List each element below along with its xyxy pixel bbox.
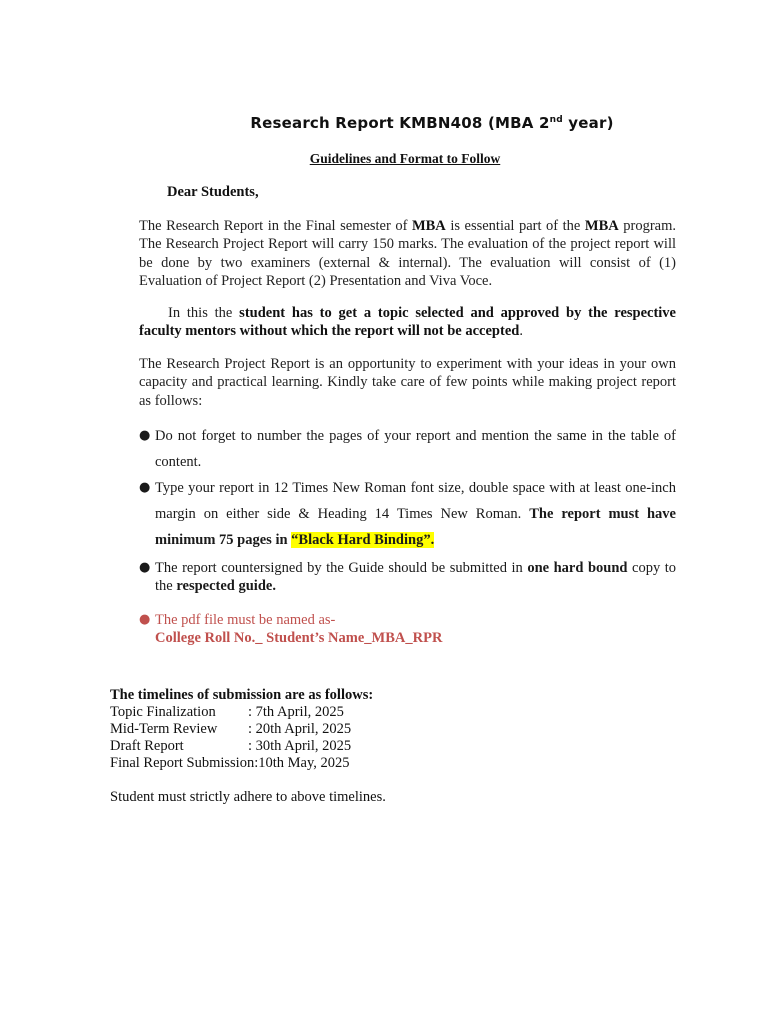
closing-note: Student must strictly adhere to above timelines. — [110, 789, 386, 805]
bullet-dot-icon: ● — [139, 560, 151, 575]
guideline-bullet-list — [139, 423, 676, 647]
page-title: Research Report KMBN408 (MBA 2nd year) — [250, 114, 614, 132]
pdf-file-name-format: College Roll No._ Student’s Name_MBA_RPR — [155, 630, 443, 646]
timeline-row: Draft Report : 30th April, 2025 — [110, 738, 352, 754]
bullet-dot-icon: ● — [139, 612, 151, 627]
timeline-heading: The timelines of submission are as follows: — [110, 687, 374, 703]
timeline-row: Topic Finalization : 7th April, 2025 — [110, 704, 344, 720]
opportunity-paragraph: The Research Project Report is an opportunity to experiment with your ideas in your own capacity and practical learning. Kindly take care of few points while making project report as follows: — [139, 356, 676, 409]
submission-timeline — [110, 687, 373, 772]
bullet-item-pdf-naming: ● The pdf file must be named as- College Roll No._ Student’s Name_MBA_RPR — [139, 612, 443, 646]
bullet-item-submission: ● The report countersigned by the Guide should be submitted in one hard bound copy to the respected guide. — [139, 560, 677, 594]
timeline-row: Final Report Submission: 10th May, 2025 — [110, 755, 350, 771]
bullet-dot-icon: ● — [139, 480, 151, 495]
black-hard-binding-highlight: “Black Hard Binding”. — [291, 532, 435, 548]
guidelines-subtitle: Guidelines and Format to Follow — [309, 151, 501, 166]
timeline-row: Mid-Term Review : 20th April, 2025 — [110, 721, 352, 737]
bullet-dot-icon: ● — [139, 428, 151, 443]
intro-paragraph: The Research Report in the Final semester of MBA is essential part of the MBA program. The Research Project Report will carry 150 marks. The evaluation of the project report will be done by two examiners (external & internal). The evaluation will consist of (1) Evaluation of Project Report (2) Presentation and Viva Voce. — [139, 218, 677, 289]
bullet-item-formatting: ● Type your report in 12 Times New Roman font size, double space with at least one-inch margin on either side & Heading 14 Times New Roman. The report must have minimum 75 pages in “Black Hard Binding”. — [139, 475, 676, 553]
salutation: Dear Students, — [167, 184, 259, 200]
topic-approval-paragraph: In this the student has to get a topic selected and approved by the respective faculty mentors without which the report will not be accepted. — [139, 305, 676, 340]
bullet-item-page-numbering: ● Do not forget to number the pages of your report and mention the same in the table of content. — [139, 423, 676, 475]
